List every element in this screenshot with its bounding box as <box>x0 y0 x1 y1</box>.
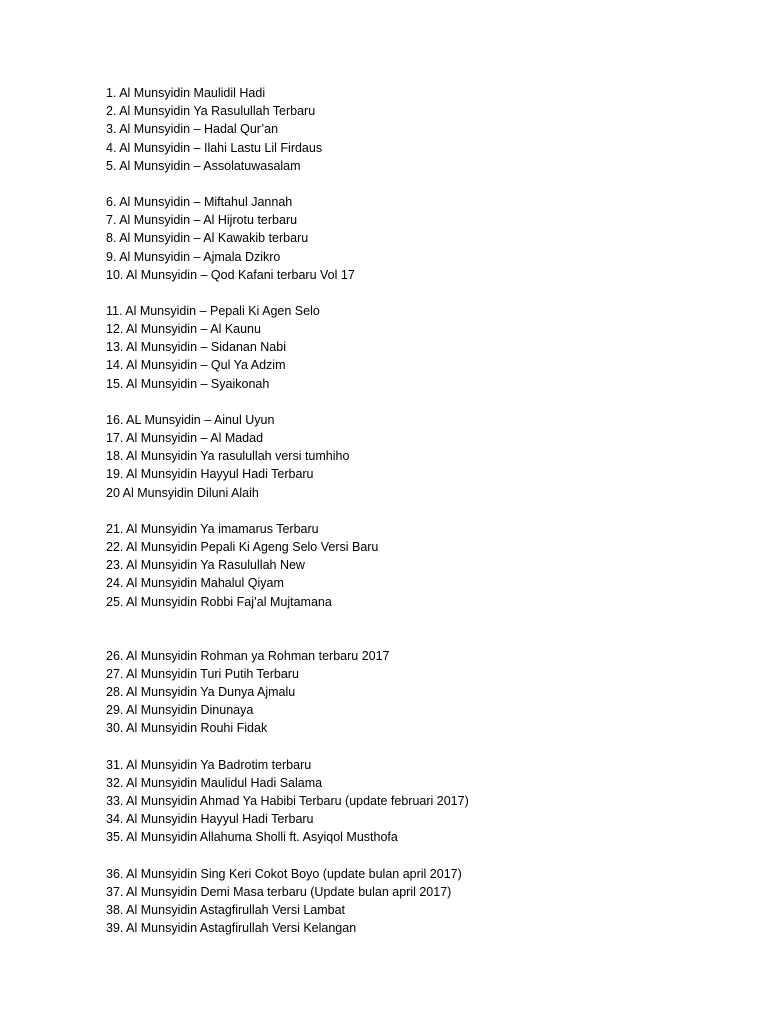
list-group <box>106 193 706 284</box>
list-item: 33. Al Munsyidin Ahmad Ya Habibi Terbaru (update februari 2017) <box>106 794 469 808</box>
list-item: 17. Al Munsyidin – Al Madad <box>106 431 264 445</box>
list-item: 10. Al Munsyidin – Qod Kafani terbaru Vol 17 <box>106 267 355 282</box>
list-item: 23. Al Munsyidin Ya Rasulullah New <box>106 558 305 573</box>
list-item: 11. Al Munsyidin – Pepali Ki Agen Selo <box>106 303 320 318</box>
list-item: 7. Al Munsyidin – Al Hijrotu terbaru <box>106 213 298 228</box>
list-item: 6. Al Munsyidin – Miftahul Jannah <box>106 194 293 209</box>
list-group <box>106 411 706 502</box>
list-item: 16. AL Munsyidin – Ainul Uyun <box>106 412 275 427</box>
list-item: 37. Al Munsyidin Demi Masa terbaru (Update bulan april 2017) <box>106 884 452 899</box>
list-item: 9. Al Munsyidin – Ajmala Dzikro <box>106 249 281 264</box>
list-group <box>106 756 706 847</box>
list-group <box>106 647 706 738</box>
list-item: 35. Al Munsyidin Allahuma Sholli ft. Asyiqol Musthofa <box>106 830 398 845</box>
list-item: 2. Al Munsyidin Ya Rasulullah Terbaru <box>106 104 316 119</box>
list-item: 34. Al Munsyidin Hayyul Hadi Terbaru <box>106 812 314 827</box>
list-item: 36. Al Munsyidin Sing Keri Cokot Boyo (update bulan april 2017) <box>106 866 462 881</box>
list-item: 4. Al Munsyidin – Ilahi Lastu Lil Firdaus <box>106 140 323 155</box>
list-item: 3. Al Munsyidin – Hadal Qur’an <box>106 122 279 137</box>
list-item: 1. Al Munsyidin Maulidil Hadi <box>106 86 266 100</box>
list-item: 32. Al Munsyidin Maulidul Hadi Salama <box>106 775 323 790</box>
list-item: 29. Al Munsyidin Dinunaya <box>106 703 254 718</box>
list-item: 14. Al Munsyidin – Qul Ya Adzim <box>106 358 286 373</box>
song-list <box>106 84 706 937</box>
list-item: 39. Al Munsyidin Astagfirullah Versi Kelangan <box>106 921 357 936</box>
list-item: 15. Al Munsyidin – Syaikonah <box>106 376 270 391</box>
list-group <box>106 520 706 611</box>
list-item: 5. Al Munsyidin – Assolatuwasalam <box>106 158 301 173</box>
list-item: 28. Al Munsyidin Ya Dunya Ajmalu <box>106 685 296 700</box>
list-item: 26. Al Munsyidin Rohman ya Rohman terbaru 2017 <box>106 648 390 663</box>
list-item: 38. Al Munsyidin Astagfirullah Versi Lambat <box>106 902 346 917</box>
list-group <box>106 865 706 938</box>
list-item: 21. Al Munsyidin Ya imamarus Terbaru <box>106 521 319 536</box>
list-item: 27. Al Munsyidin Turi Putih Terbaru <box>106 666 299 681</box>
list-group <box>106 84 706 175</box>
list-item: 24. Al Munsyidin Mahalul Qiyam <box>106 576 284 591</box>
list-item: 18. Al Munsyidin Ya rasulullah versi tumhiho <box>106 449 350 464</box>
list-item: 12. Al Munsyidin – Al Kaunu <box>106 322 261 337</box>
list-item: 25. Al Munsyidin Robbi Faj’al Mujtamana <box>106 594 332 609</box>
list-group <box>106 302 706 393</box>
list-item: 22. Al Munsyidin Pepali Ki Ageng Selo Versi Baru <box>106 539 379 554</box>
list-item: 13. Al Munsyidin – Sidanan Nabi <box>106 340 286 355</box>
list-item: 19. Al Munsyidin Hayyul Hadi Terbaru <box>106 467 314 482</box>
list-item: 31. Al Munsyidin Ya Badrotim terbaru <box>106 757 312 772</box>
list-item: 8. Al Munsyidin – Al Kawakib terbaru <box>106 231 309 246</box>
list-item: 20 Al Munsyidin Diluni Alaih <box>106 485 259 500</box>
list-item: 30. Al Munsyidin Rouhi Fidak <box>106 721 268 736</box>
